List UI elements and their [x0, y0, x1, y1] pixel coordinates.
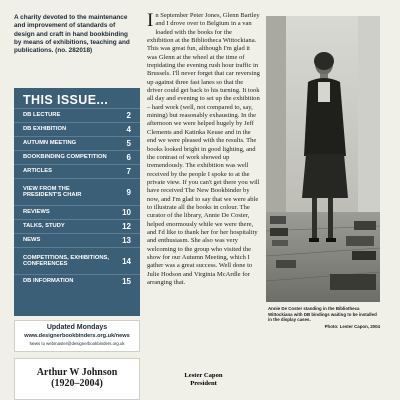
contents-item-label: BOOKBINDING COMPETITION — [23, 154, 107, 161]
contents-item-label: DB EXHIBITION — [23, 126, 67, 133]
signoff-title: President — [190, 380, 217, 388]
article-signoff — [147, 372, 260, 389]
contents-box — [14, 88, 140, 316]
obituary-name: Arthur W Johnson — [36, 367, 118, 378]
contents-item[interactable] — [14, 150, 140, 164]
contents-item[interactable] — [14, 178, 140, 205]
exhibition-photo — [266, 16, 380, 302]
contents-item[interactable] — [14, 219, 140, 233]
contents-item-label: ARTICLES — [23, 168, 52, 175]
contents-item-page: 14 — [122, 256, 131, 266]
contents-item[interactable] — [14, 247, 140, 274]
charity-statement: A charity devoted to the maintenance and improvement of standards of design and craft in hand bookbinding by means of exhibitions, teaching and publications. (no. 282018) — [14, 14, 130, 55]
contents-item-label: TALKS, STUDY — [23, 223, 65, 230]
contents-item-label: VIEW FROM THE PRESIDENT'S CHAIR — [23, 185, 82, 198]
photo-caption-text: Annie De Coster standing in the Bibliotheca Wittockiana with DB bindings waiting to be installed in the display cases. — [268, 306, 377, 323]
contents-item[interactable] — [14, 233, 140, 247]
contents-item-page: 15 — [122, 277, 131, 286]
signoff-name: Lester Capon — [184, 372, 223, 379]
contents-item-page: 12 — [122, 222, 131, 231]
contents-item-page: 5 — [126, 139, 131, 148]
contents-item[interactable] — [14, 164, 140, 178]
exhibition-photo-image — [266, 16, 380, 302]
contents-item[interactable] — [14, 205, 140, 219]
news-url-link[interactable]: www.designerbookbinders.org.uk/news — [24, 333, 130, 339]
contents-item[interactable] — [14, 136, 140, 150]
contents-item-label: DB INFORMATION — [23, 278, 74, 285]
contents-item[interactable] — [14, 274, 140, 288]
obituary-years: (1920–2004) — [51, 378, 103, 389]
contents-item-page: 6 — [126, 153, 131, 162]
contents-item-label: NEWS — [23, 237, 41, 244]
contents-item-page: 7 — [126, 167, 131, 176]
contents-item[interactable] — [14, 108, 140, 122]
contents-item-page: 4 — [126, 125, 131, 134]
contents-item-page: 2 — [126, 111, 131, 120]
obituary-box — [14, 358, 140, 400]
webmaster-email-link[interactable]: News to webmaster@designerbookbinders.org.uk — [29, 341, 125, 346]
article-body: n September Peter Jones, Glenn Bartley and I drove over to Belgium in a van loaded with the books for the exhibition at the Bibliotheca Wittockiana. This was great fun, although I'm glad it was Glenn at the wheel at the time of trepidating the evening rush hour traffic in Brussels. I'll never forget that car reversing up against three fast lanes so that the driver could get back to his turning. It took all day and evening to set up the exhibition – hard work (well, not compared to, say, mining) but reasonably exhausting. In the afternoon we were helped hugely by Jeff Clements and Katinka Keuse and in the end we were pleased with the results. The books looked bright in good lighting, and the contrast of work showed up tremendously. The exhibition was well received by the people I spoke to at the private view. If you can't get there you will have received The New Bookbinder by now, and I'm glad to say that we were able to illustrate all the books in colour. The curator of the library, Annie De Coster, helped enormously while we were there, and I'd like to thank her for her hospitality and enthusiasm. She also was very welcoming to the group who visited the show for our Autumn Meeting, which I gather was a great success. Well done to Julie Hodson and Virginia McArdle for arranging that. — [147, 12, 260, 286]
president-article — [147, 12, 260, 287]
photo-caption — [268, 306, 380, 329]
contents-item-label: REVIEWS — [23, 209, 50, 216]
contents-item-label: COMPETITIONS, EXHIBITIONS, CONFERENCES — [23, 254, 109, 267]
contents-item-label: AUTUMN MEETING — [23, 140, 77, 147]
news-update-title: Updated Mondays — [46, 324, 108, 331]
photo-credit: Photo: Lester Capon, 2004 — [324, 323, 380, 329]
contents-item-label: DB LECTURE — [23, 112, 61, 119]
contents-heading: THIS ISSUE... — [23, 93, 109, 107]
article-dropcap: I — [147, 10, 154, 31]
contents-item-page: 10 — [122, 208, 131, 217]
contents-item[interactable] — [14, 122, 140, 136]
news-update-box — [14, 320, 140, 352]
contents-item-page: 13 — [122, 236, 131, 245]
contents-item-page: 9 — [126, 187, 131, 197]
